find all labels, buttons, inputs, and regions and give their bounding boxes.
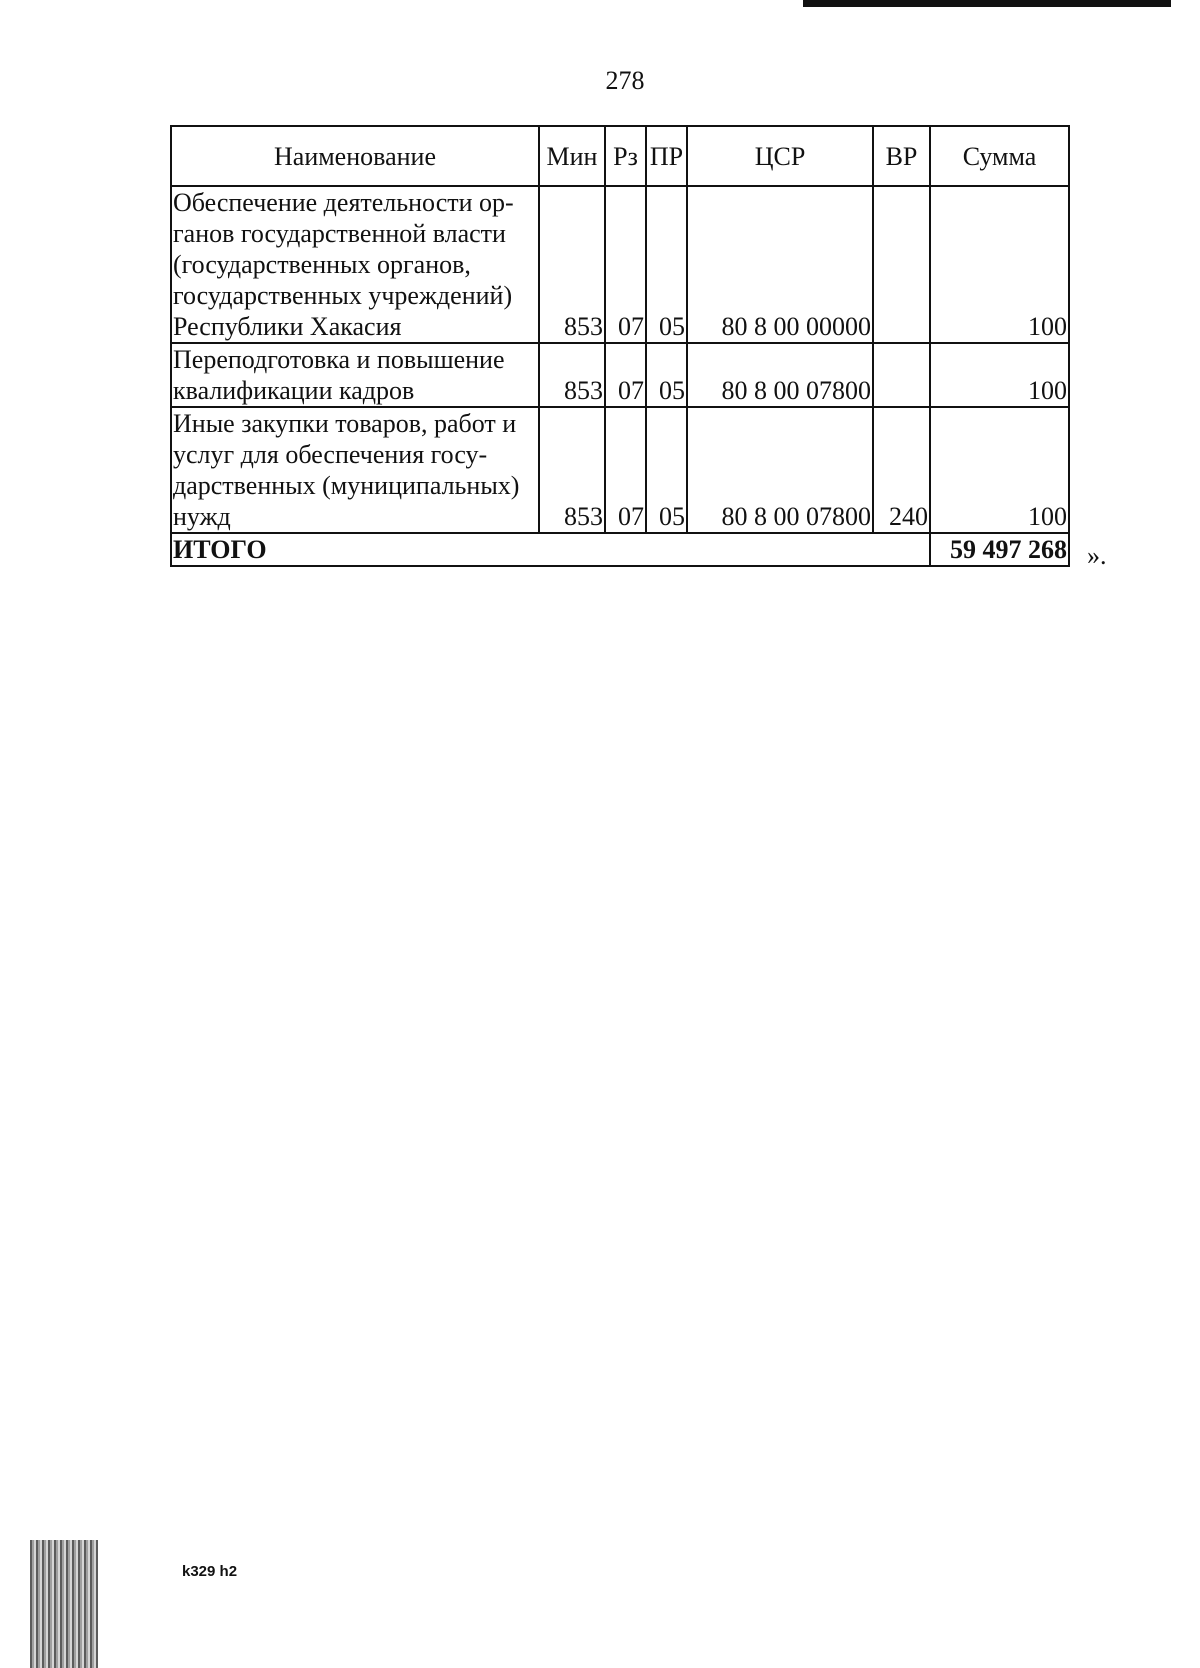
row-rz: 07: [605, 343, 646, 407]
row-vr: 240: [873, 407, 930, 533]
name-line: (государственных органов,: [173, 250, 471, 279]
header-vr: ВР: [873, 126, 930, 186]
header-sum: Сумма: [930, 126, 1069, 186]
name-line: дарственных (муниципальных): [173, 471, 520, 500]
row-sum: 100: [930, 343, 1069, 407]
row-rz: 07: [605, 186, 646, 343]
name-line: ганов государственной власти: [173, 219, 506, 248]
name-line: нужд: [173, 502, 231, 531]
header-rz: Рз: [605, 126, 646, 186]
total-label: ИТОГО: [171, 533, 930, 566]
row-name: [171, 407, 539, 533]
row-pr: 05: [646, 407, 687, 533]
row-sum: 100: [930, 407, 1069, 533]
row-name: [171, 186, 539, 343]
table-row: [171, 407, 1069, 533]
page-number: 278: [605, 66, 645, 95]
name-line: государственных учреждений): [173, 281, 513, 310]
row-min: 853: [539, 343, 605, 407]
header-name: Наименование: [171, 126, 539, 186]
budget-table: [170, 125, 1070, 567]
row-csr: 80 8 00 00000: [687, 186, 873, 343]
header-min: Мин: [539, 126, 605, 186]
name-line: Иные закупки товаров, работ и: [173, 409, 517, 438]
header-csr: ЦСР: [687, 126, 873, 186]
row-pr: 05: [646, 186, 687, 343]
row-csr: 80 8 00 07800: [687, 343, 873, 407]
name-line: Обеспечение деятельности ор-: [173, 188, 514, 217]
closing-quote: ».: [1087, 541, 1107, 570]
row-min: 853: [539, 186, 605, 343]
row-csr: 80 8 00 07800: [687, 407, 873, 533]
table-row: [171, 343, 1069, 407]
row-vr: [873, 343, 930, 407]
row-sum: 100: [930, 186, 1069, 343]
row-name: [171, 343, 539, 407]
name-line: Переподготовка и повышение: [173, 345, 505, 374]
row-min: 853: [539, 407, 605, 533]
top-rule: [803, 0, 1171, 7]
scan-artifact: [30, 1540, 98, 1668]
table-header-row: [171, 126, 1069, 186]
total-row: [171, 533, 1069, 566]
name-line: услуг для обеспечения госу-: [173, 440, 488, 469]
row-vr: [873, 186, 930, 343]
name-line: Республики Хакасия: [173, 312, 402, 341]
row-pr: 05: [646, 343, 687, 407]
name-line: квалификации кадров: [173, 376, 415, 405]
row-rz: 07: [605, 407, 646, 533]
total-sum: 59 497 268: [930, 533, 1069, 566]
table-row: [171, 186, 1069, 343]
header-pr: ПР: [646, 126, 687, 186]
footer-code: k329 h2: [182, 1563, 238, 1580]
